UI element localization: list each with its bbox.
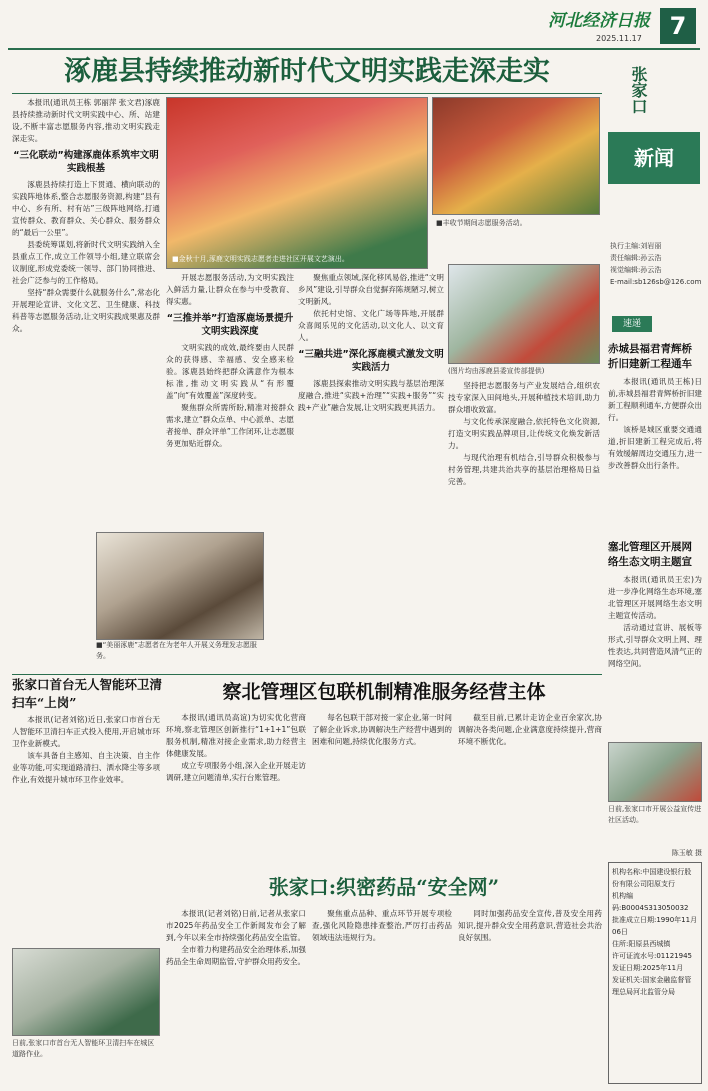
main-photo-harvest [432, 97, 600, 215]
main-photo-haircut [96, 532, 264, 640]
right-item1-body: 本报讯(通讯员王栋)日前,赤城县福君青辉桥折旧建新工程顺利通车,方便群众出行。 该桥是城区重要交通通道,折旧建新工程完成后,将有效缓解周边交通压力,进一步改善群众出行条件。 [608, 377, 702, 470]
bank-license: 许可证流水号:01121945 [612, 952, 692, 960]
subhead-1: “三化联动”构建涿鹿体系筑牢文明实践根基 [13, 150, 159, 174]
bottom-body-col3: 同时加强药品安全宣传,普及安全用药知识,提升群众安全用药意识,营造社会共治良好氛围。 [458, 909, 602, 942]
bank-address: 住所:阳原县西城镇 [612, 940, 671, 948]
subhead-3: “三融共进”深化涿鹿模式激发文明实践活力 [298, 349, 444, 373]
page-number: 7 [660, 8, 696, 44]
caption-greenhouse: (图片均由涿鹿县委宣传部提供) [448, 367, 545, 375]
left-brief-body: 本报讯(记者刘铭)近日,张家口市首台无人智能环卫清扫车正式投入使用,开启城市环卫作业新模式。 该车具备自主感知、自主决策、自主作业等功能,可实现道路清扫、洒水降尘等多项作业,有效提升城市环卫作业效率。 [12, 715, 160, 784]
caption-harvest: ■丰收节期间志愿服务活动。 [436, 219, 527, 227]
right-photographer: 陈玉敏 摄 [671, 849, 702, 857]
main-article-col2: 开展志愿服务活动,为文明实践注入鲜活力量,让群众在参与中受教育、得实惠。 “三推并举”打造涿鹿场景提升文明实践深度 文明实践的成效,最终要由人民群众的获得感、幸福感、安全感来检验。涿鹿县始终把群众满意作为根本标准,推动文明实践从“有形覆盖”向“有效覆盖”深度转变。 聚焦群众所需所盼,精准对接群众需求,建立“群众点单、中心派单、志愿者接单、群众评单”工作闭环,让志愿服务更加贴近群众。 [166, 273, 294, 448]
masthead-logo: 河北经济日报 [548, 11, 650, 30]
caption-performance: ■金秋十月,涿鹿文明实践志愿者走进社区开展文艺演出。 [172, 255, 349, 263]
mid-body-col1: 本报讯(通讯员高谊)为切实优化营商环境,察北管理区创新推行“1+1+1”包联服务机制,精准对接企业需求,助力经营主体健康发展。 成立专项服务小组,深入企业开展走访调研,建立问题清单,实行台账管理。 [166, 713, 306, 782]
express-tag: 速递 [612, 316, 652, 332]
region-banner: 张家口 [629, 66, 648, 114]
bank-issue-date: 发证日期:2025年11月 [612, 964, 684, 972]
subhead-2: “三推并举”打造涿鹿场景提升文明实践深度 [166, 313, 294, 337]
bottom-body-col1: 本报讯(记者刘铭)日前,记者从张家口市2025年药品安全工作新闻发布会了解到,今年以来全市持续强化药品安全监管。 全市着力构建药品安全治理体系,加强药品全生命周期监管,守护群众用药安全。 [166, 909, 306, 966]
bank-code: 机构编码:B0004S313050032 [612, 892, 689, 912]
mid-body-col3: 截至目前,已累计走访企业百余家次,协调解决各类问题,企业满意度持续提升,营商环境不断优化。 [458, 713, 602, 746]
main-article-col4: 坚持把志愿服务与产业发展结合,组织农技专家深入田间地头,开展种植技术培训,助力群众增收致富。 与文化传承深度融合,依托特色文化资源,打造文明实践品牌项目,让传统文化焕发新活力。 与现代治理有机结合,引导群众积极参与村务管理,共建共治共享的基层治理格局日益完善。 [448, 381, 600, 486]
bank-date: 批准成立日期:1990年11月06日 [612, 916, 698, 936]
bank-notice [608, 862, 702, 1084]
bank-company: 机构名称:中国建设银行股份有限公司阳原支行 [612, 868, 692, 888]
left-brief-title: 张家口首台无人智能环卫清扫车“上岗” [12, 677, 162, 710]
main-article-col3: 聚焦重点领域,深化移风易俗,推进“文明乡风”建设,引导群众自觉摒弃陈规陋习,树立文明新风。 依托村史馆、文化广场等阵地,开展群众喜闻乐见的文化活动,以文化人、以文育人。 “三融共进”深化涿鹿模式激发文明实践活力 涿鹿县探索推动文明实践与基层治理深度融合,推进“实践+治理”“实践+服务”“实践+产业”融合发展,让文明实践更具活力。 [298, 273, 444, 412]
mid-title: 察北管理区包联机制精准服务经营主体 [222, 681, 546, 703]
right-photo-caption: 日前,张家口市开展公益宣传进社区活动。 [608, 805, 702, 824]
staff-credits [610, 240, 702, 300]
bank-authority: 发证机关:国家金融监督管理总局河北监管分局 [612, 976, 692, 996]
headline-rule [12, 93, 602, 94]
bottom-title: 张家口:织密药品“安全网” [268, 875, 500, 899]
issue-date: 2025.11.17 [596, 34, 642, 43]
mid-body-col2: 每名包联干部对接一家企业,第一时间了解企业诉求,协调解决生产经营中遇到的困难和问题,持续优化服务方式。 [312, 713, 452, 746]
main-photo-greenhouse [448, 264, 600, 364]
page-title: 涿鹿县持续推动新时代文明实践走深走实 [64, 56, 550, 87]
designer-credit: 责任编辑:孙云浩 [610, 254, 662, 262]
section-banner: 新闻 [608, 132, 700, 184]
caption-haircut: ■“美丽涿鹿”志愿者在为老年人开展义务理发志愿服务。 [96, 641, 257, 660]
main-intro: 本报讯(通讯员王栋 郭丽萍 张文君)涿鹿县持续推动新时代文明实践中心、所、站建设,不断丰富志愿服务内容,推动文明实践走深走实。 [12, 98, 160, 143]
right-item2-title: 塞北管理区开展网络生态文明主题宣 [608, 541, 692, 568]
top-rule [8, 48, 700, 50]
right-item2-body: 本报讯(通讯员王宏)为进一步净化网络生态环境,塞北管理区开展网络生态文明主题宣传活动。 活动通过宣讲、展板等形式,引导群众文明上网、理性表达,共同营造风清气正的网络空间。 [608, 575, 702, 668]
right-item1-title: 赤城县福君青辉桥折旧建新工程通车 [608, 343, 692, 370]
editor-credit: 执行主编:刘岩丽 [610, 242, 662, 250]
main-photo-performance [166, 97, 428, 269]
left-photo-cleaner [12, 948, 160, 1036]
email-credit: E-mail:sb126sb@126.com [610, 278, 702, 286]
mid-rule [12, 674, 602, 675]
bottom-body-col2: 聚焦重点品种、重点环节开展专项检查,强化风险隐患排查整治,严厉打击药品领域违法违规行为。 [312, 909, 452, 942]
main-article-col1: 本报讯(通讯员王栋 郭丽萍 张文君)涿鹿县持续推动新时代文明实践中心、所、站建设,不断丰富志愿服务内容,推动文明实践走深走实。 “三化联动”构建涿鹿体系筑牢文明实践根基 涿鹿县持续打造上下贯通、横向联动的实践阵地体系,整合志愿服务资源,构建“县有中心、乡有所、村有站”三级阵地网络,打通宣传群众、教育群众、关心群众、服务群众的“最后一公里”。 县委统筹谋划,将新时代文明实践纳入全县重点工作,成立工作领导小组,建立联席会议制度,形成党委统一领导、部门协同推进、社会广泛参与的工作格局。 坚持“群众需要什么就服务什么”,常态化开展理论宣讲、文化文艺、卫生健康、科技科普等志愿服务活动,让文明实践成果惠及群众。 [12, 98, 160, 333]
right-photo [608, 742, 702, 802]
left-photo-caption: 日前,张家口市首台无人智能环卫清扫车在城区道路作业。 [12, 1039, 155, 1058]
proof-credit: 视觉编辑:孙云浩 [610, 266, 662, 274]
